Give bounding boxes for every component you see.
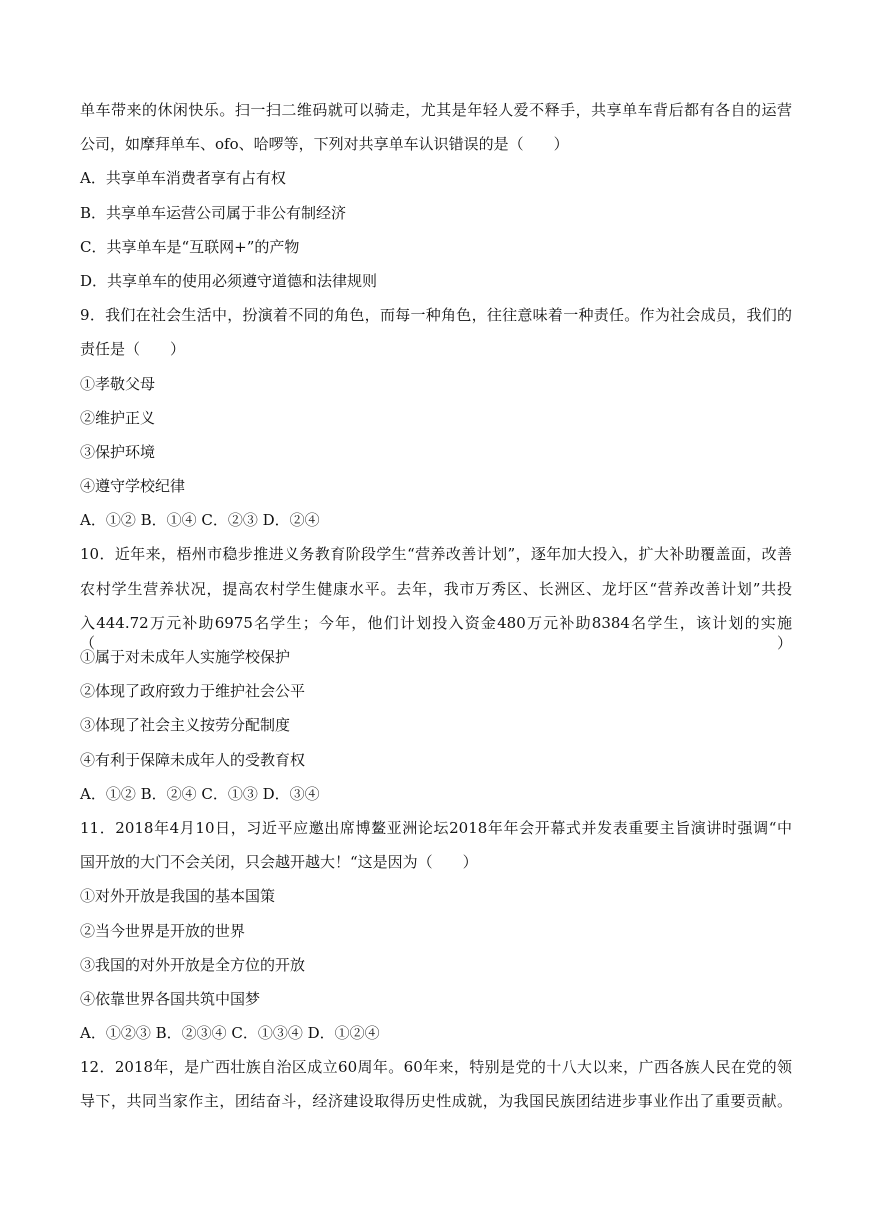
statement-line: ②当今世界是开放的世界 [80,921,246,940]
statement-line: ④遵守学校纪律 [80,477,186,496]
statement-line: ②体现了政府致力于维护社会公平 [80,682,306,701]
statement-line: ④有利于保障未成年人的受教育权 [80,750,306,769]
text-line: 单车带来的休闲快乐。扫一扫二维码就可以骑走，尤其是年轻人爱不释手，共享单车背后都有各自的运营 [80,101,792,119]
statement-line: ③体现了社会主义按劳分配制度 [80,716,291,735]
statement-line: ①属于对未成年人实施学校保护 [80,648,291,666]
option-line: C．共享单车是“互联网+”的产物 [80,237,300,256]
statement-line: ④依靠世界各国共筑中国梦 [80,989,261,1008]
text-line: 责任是（ ） [80,340,186,359]
text-line: 国开放的大门不会关闭，只会越开越大！“这是因为（ ） [80,853,478,872]
option-line: D．共享单车的使用必须遵守道德和法律规则 [80,271,378,290]
statement-line: ②维护正义 [80,408,156,427]
question-12-stem: 12．2018年，是广西壮族自治区成立60周年。60年来，特别是党的十八大以来，广西各族人民在党的领 [80,1058,792,1077]
statement-line: ③保护环境 [80,442,156,461]
answer-options: A．①②③ B．②③④ C．①③④ D．①②④ [80,1024,380,1043]
text-line: 公司，如摩拜单车、ofo、哈啰等，下列对共享单车认识错误的是（ ） [80,135,569,154]
option-line: B．共享单车运营公司属于非公有制经济 [80,203,347,222]
text-line: 导下，共同当家作主，团结奋斗，经济建设取得历史性成就，为我国民族团结进步事业作出了重要贡献。 [80,1092,792,1111]
question-9-stem: 9．我们在社会生活中，扮演着不同的角色，而每一种角色，往往意味着一种责任。作为社会成员，我们的 [80,306,792,325]
option-line: A．共享单车消费者享有占有权 [80,169,286,188]
question-11-stem: 11．2018年4月10日，习近平应邀出席博鳌亚洲论坛2018年年会开幕式并发表重要主旨演讲时强调“中 [80,818,792,837]
statement-line: ③我国的对外开放是全方位的开放 [80,955,306,974]
answer-options: A．①② B．①④ C．②③ D．②④ [80,511,320,530]
text-line: 入444.72万元补助6975名学生；今年，他们计划投入资金480万元补助8384名学生，该计划的实施（ ） [80,613,792,652]
question-10-stem: 10．近年来，梧州市稳步推进义务教育阶段学生“营养改善计划”，逐年加大投入，扩大补助覆盖面，改善 [80,545,792,564]
text-line: 农村学生营养状况，提高农村学生健康水平。去年，我市万秀区、长洲区、龙圩区“营养改善计划”共投 [80,579,792,598]
question-text-block [80,100,792,1126]
statement-line: ①对外开放是我国的基本国策 [80,887,276,906]
statement-line: ①孝敬父母 [80,374,156,393]
answer-options: A．①② B．②④ C．①③ D．③④ [80,784,320,803]
